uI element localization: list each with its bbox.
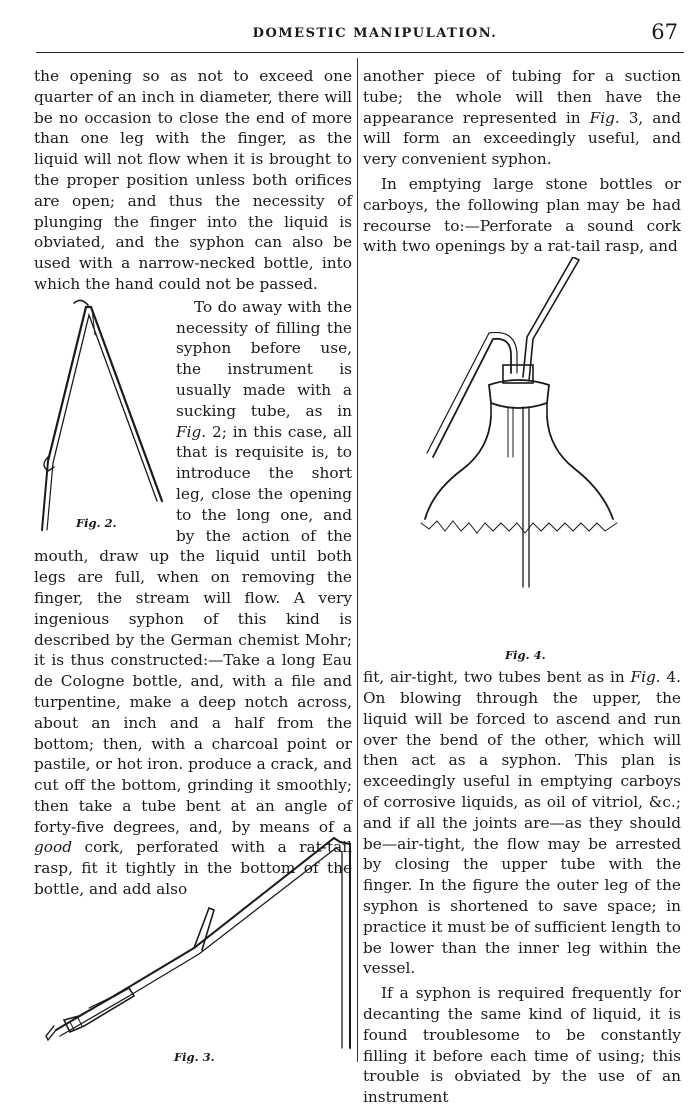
fig-reference: Fig. (176, 422, 207, 441)
right-paragraph-3 (363, 667, 681, 979)
right-paragraph-1 (363, 66, 681, 170)
left-paragraph-2-text-c: cork, perforated with a rat-tail rasp, fit it tightly in the bottom of the bottle, and add also (34, 838, 352, 899)
figure-3-caption: Fig. 3. (174, 1050, 215, 1064)
right-paragraph-1-text-b: 3, and will form an exceedingly useful, and very convenient syphon. (363, 108, 681, 169)
column-divider (357, 58, 358, 1062)
header-rule (36, 52, 684, 53)
figure-4-caption: Fig. 4. (505, 648, 546, 663)
emphasis-good: good (34, 838, 73, 857)
figure-2 (34, 295, 176, 531)
syphon-with-sucking-tube-illustration (34, 295, 176, 531)
page-number: 67 (651, 20, 678, 44)
right-paragraph-2: In emptying large stone bottles or carboys, the following plan may be had recourse to:—Perforate a sound cork with two openings by a rat-tail rasp, and (363, 174, 681, 256)
carboy-with-tubes-illustration (363, 257, 681, 667)
left-column (34, 66, 352, 900)
running-header: DOMESTIC MANIPULATION. (252, 26, 498, 41)
left-paragraph-1: the opening so as not to exceed one quarter of an inch in diameter, there will be no occasion to close the end of more than one leg with the finger, as the liquid will not flow when it is brought to the proper position unless both orifices are open; and thus the necessity of plunging the finger into the liquid is obviated, and the syphon can also be used with a narrow-necked bottle, into which the hand could not be passed. (34, 67, 352, 293)
left-paragraph-2-text-a: To do away with the necessity of filling the syphon before use, the instrument is usually made with a sucking tube, as in (176, 297, 352, 420)
right-paragraph-3-text-b: 4. On blowing through the upper, the liquid will be forced to ascend and run over the bend of the other, which will then act as a syphon. This plan is exceedingly useful in emptying carboys of corrosive liquids, as oil of vitriol, &c.; and if all the joints are—as they should be—air-tight, the flow may be arrested by closing the upper tube with the finger. In the figure the outer leg of the syphon is shortened to save space; in practice it must be of sufficient length to be lower than the inner leg within the vessel. (363, 668, 682, 978)
figure-4 (363, 257, 681, 667)
fig-reference: Fig. (589, 108, 620, 127)
right-column (363, 66, 681, 1108)
fig-reference: Fig. (630, 668, 661, 687)
figure-3 (34, 820, 352, 1065)
left-paragraph-2-text-b: 2; in this case, all that is requisite is, to introduce the short leg, close the opening to the long one, and by the action of the mouth, draw up the liquid until both legs are full, when on removing the finger, the stream will flow. A very ingenious syphon of this kind is described by the German chemist Mohr; it is thus constructed:—Take a long Eau de Cologne bottle, and, with a file and turpentine, make a deep notch across, about an inch and a half from the bottom; then, with a charcoal point or pastile, or hot iron. produce a crack, and cut off the bottom, grinding it smoothly; then take a tube bent at an angle of forty-five degrees, and, by means of a (34, 422, 352, 836)
right-paragraph-3-text-a: fit, air-tight, two tubes bent as in (363, 668, 631, 687)
right-paragraph-1-text-a: another piece of tubing for a suction tube; the whole will then have the appearance represented in (363, 67, 681, 127)
right-paragraph-4: If a syphon is required frequently for decanting the same kind of liquid, it is found troublesome to be constantly filling it before each time of using; this trouble is obviated by the use of an instrument (363, 984, 681, 1107)
figure-2-caption: Fig. 2. (76, 515, 117, 530)
mohr-syphon-illustration (34, 820, 352, 1065)
